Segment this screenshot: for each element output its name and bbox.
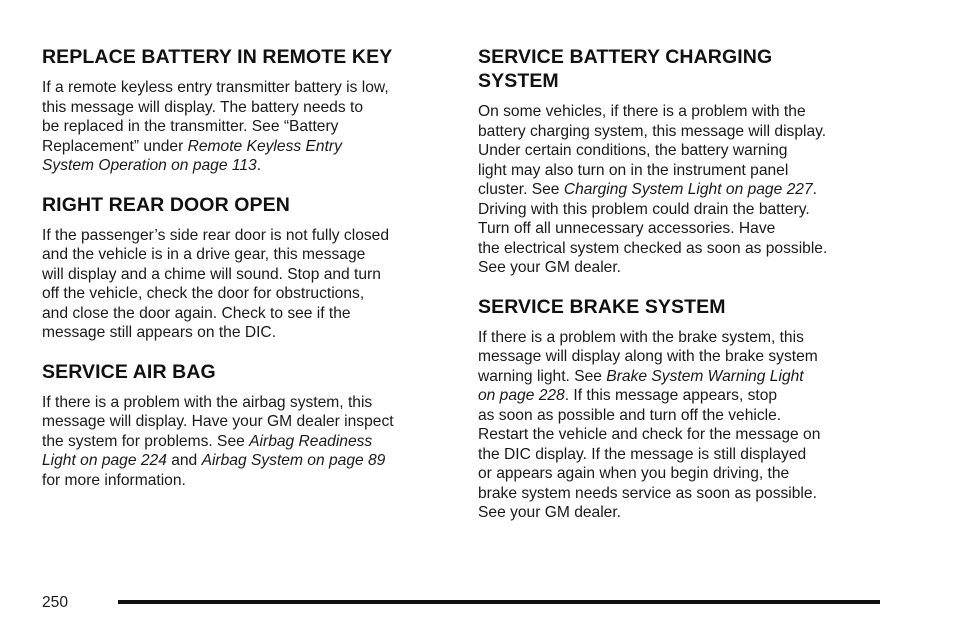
- text-run: .: [256, 157, 262, 174]
- paragraph-service-battery-charging: [478, 102, 888, 278]
- text-line: for more information.: [42, 471, 186, 489]
- text-run: and: [166, 452, 202, 469]
- left-column: [42, 45, 452, 507]
- text-line: [42, 432, 452, 452]
- page-number: 250: [42, 594, 69, 611]
- text-line: the electrical system checked as soon as possible.: [478, 239, 828, 257]
- text-line: light may also turn on in the instrument panel: [478, 161, 789, 179]
- paragraph-service-brake-system: [478, 328, 888, 523]
- text-line: will display and a chime will sound. Stop and turn: [42, 265, 381, 283]
- text-line: the DIC display. If the message is still displayed: [478, 445, 807, 463]
- text-line: [478, 180, 888, 200]
- page-reference: Light on page 224: [42, 452, 167, 469]
- text-line: be replaced in the transmitter. See “Battery: [42, 118, 339, 135]
- text-line: or appears again when you begin driving, the: [478, 465, 790, 482]
- page-reference: Remote Keyless Entry: [187, 137, 342, 155]
- text-line: message will display along with the brake system: [478, 348, 818, 365]
- text-line: [478, 386, 888, 406]
- text-run: .: [812, 181, 817, 198]
- text-line: and close the door again. Check to see if the: [42, 304, 351, 322]
- heading-line: SYSTEM: [478, 70, 559, 92]
- text-line: If there is a problem with the airbag system, this: [42, 393, 373, 411]
- page-reference: System Operation on page 113: [42, 157, 257, 174]
- text-line: See your GM dealer.: [478, 504, 622, 521]
- text-run: . If this message appears, stop: [564, 387, 778, 404]
- text-line: [42, 156, 452, 176]
- heading-line: SERVICE BATTERY CHARGING: [478, 46, 773, 68]
- text-line: See your GM dealer.: [478, 259, 622, 276]
- heading-service-brake-system: SERVICE BRAKE SYSTEM: [478, 295, 726, 318]
- heading-service-air-bag: SERVICE AIR BAG: [42, 360, 216, 383]
- text-line: as soon as possible and turn off the vehicle.: [478, 406, 782, 424]
- text-line: off the vehicle, check the door for obstructions,: [42, 285, 365, 302]
- text-line: Driving with this problem could drain the battery.: [478, 200, 810, 218]
- text-run: warning light. See: [478, 367, 607, 385]
- text-line: Turn off all unnecessary accessories. Have: [478, 220, 776, 237]
- paragraph-right-rear-door: [42, 226, 452, 343]
- text-line: [42, 451, 452, 471]
- section-service-brake-system: [478, 295, 888, 523]
- text-line: message still appears on the DIC.: [42, 324, 277, 341]
- text-line: Under certain conditions, the battery warning: [478, 142, 788, 159]
- page-reference: Brake System Warning Light: [606, 367, 804, 385]
- text-line: brake system needs service as soon as possible.: [478, 484, 817, 502]
- page-reference: Airbag Readiness: [249, 432, 373, 450]
- heading-replace-battery: REPLACE BATTERY IN REMOTE KEY: [42, 46, 393, 68]
- heading-right-rear-door: RIGHT REAR DOOR OPEN: [42, 193, 290, 216]
- paragraph-replace-battery: [42, 78, 452, 176]
- page-reference: Charging System Light on page 227: [563, 181, 813, 198]
- right-column: [478, 45, 888, 540]
- text-line: If the passenger’s side rear door is not fully closed: [42, 226, 390, 244]
- text-line: If there is a problem with the brake system, this: [478, 328, 804, 346]
- text-run: cluster. See: [478, 181, 564, 198]
- section-right-rear-door: [42, 193, 452, 343]
- section-service-battery-charging: [478, 45, 888, 278]
- paragraph-service-air-bag: [42, 393, 452, 491]
- footer-rule: [118, 600, 880, 604]
- page-reference: Airbag System on page 89: [201, 452, 386, 469]
- heading-service-battery-charging: [478, 45, 888, 93]
- text-line: battery charging system, this message will display.: [478, 122, 827, 140]
- text-line: this message will display. The battery needs to: [42, 98, 363, 116]
- text-line: and the vehicle is in a drive gear, this message: [42, 246, 366, 263]
- text-line: [478, 367, 888, 387]
- page-reference: on page 228: [478, 387, 565, 404]
- section-replace-battery: [42, 45, 452, 176]
- text-line: On some vehicles, if there is a problem with the: [478, 103, 806, 120]
- section-service-air-bag: [42, 360, 452, 491]
- text-line: If a remote keyless entry transmitter battery is low,: [42, 79, 389, 96]
- text-run: Replacement” under: [42, 137, 188, 155]
- text-run: the system for problems. See: [42, 432, 250, 450]
- text-line: [42, 137, 452, 157]
- text-line: Restart the vehicle and check for the message on: [478, 426, 821, 443]
- text-line: message will display. Have your GM dealer inspect: [42, 413, 394, 430]
